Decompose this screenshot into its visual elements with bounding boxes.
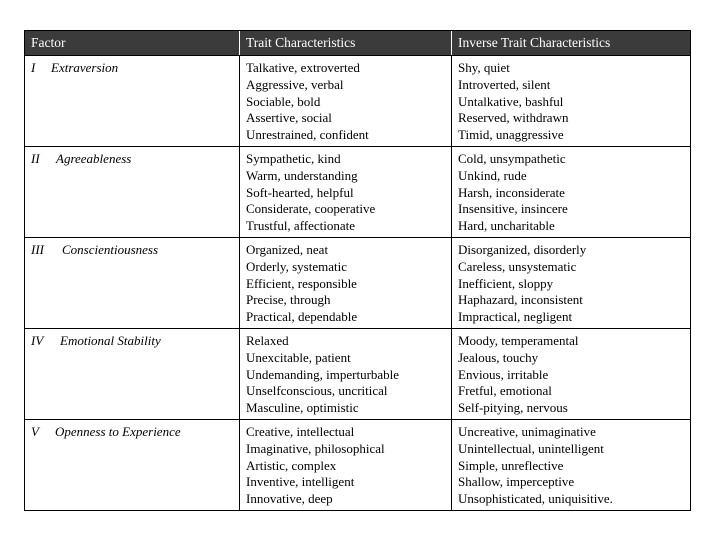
trait-line: Precise, through <box>246 292 331 308</box>
factor-cell <box>25 56 239 146</box>
inverse-trait-line: Reserved, withdrawn <box>458 110 569 126</box>
trait-line: Relaxed <box>246 333 289 348</box>
inverse-trait-line: Jealous, touchy <box>458 349 539 365</box>
trait-line: Warm, understanding <box>246 167 358 183</box>
inverse-traits-cell <box>451 329 690 419</box>
inverse-trait-line: Haphazard, inconsistent <box>458 292 583 308</box>
inverse-trait-line: Unsophisticated, uniquisitive. <box>458 491 613 507</box>
trait-line: Organized, neat <box>246 242 329 257</box>
inverse-trait-line: Inefficient, sloppy <box>458 275 554 291</box>
inverse-trait-line: Uncreative, unimaginative <box>458 424 596 439</box>
inverse-trait-line: Envious, irritable <box>458 366 549 382</box>
inverse-trait-line: Moody, temperamental <box>458 333 579 348</box>
header-factor: Factor <box>31 35 66 50</box>
table-header-row <box>25 31 690 55</box>
factor-numeral: I <box>31 60 36 75</box>
factor-name: Extraversion <box>51 60 119 75</box>
factor-name: Emotional Stability <box>60 333 161 348</box>
table-row-extraversion <box>25 55 690 146</box>
inverse-trait-line: Careless, unsystematic <box>458 258 577 274</box>
inverse-trait-line: Harsh, inconsiderate <box>458 184 565 200</box>
inverse-trait-line: Hard, uncharitable <box>458 218 555 234</box>
factor-cell <box>25 329 239 419</box>
inverse-trait-line: Unintellectual, unintelligent <box>458 440 604 456</box>
trait-line: Unrestrained, confident <box>246 127 369 143</box>
table-row-conscientiousness <box>25 237 690 328</box>
inverse-trait-line: Shy, quiet <box>458 60 510 75</box>
trait-line: Soft-hearted, helpful <box>246 184 354 200</box>
inverse-trait-line: Cold, unsympathetic <box>458 151 566 166</box>
trait-line: Sympathetic, kind <box>246 151 341 166</box>
traits-cell <box>239 56 451 146</box>
trait-line: Assertive, social <box>246 110 332 126</box>
factor-numeral: III <box>31 242 44 257</box>
trait-line: Innovative, deep <box>246 491 333 507</box>
inverse-trait-line: Introverted, silent <box>458 76 551 92</box>
traits-cell <box>239 147 451 237</box>
trait-line: Considerate, cooperative <box>246 201 376 217</box>
table-row-openness-to-experience <box>25 419 690 510</box>
inverse-traits-cell <box>451 420 690 510</box>
factor-name: Openness to Experience <box>55 424 181 439</box>
inverse-traits-cell <box>451 56 690 146</box>
factor-cell <box>25 420 239 510</box>
traits-cell <box>239 329 451 419</box>
trait-line: Creative, intellectual <box>246 424 355 439</box>
header-trait-characteristics: Trait Characteristics <box>239 31 451 55</box>
trait-line: Trustful, affectionate <box>246 218 356 234</box>
factor-cell <box>25 147 239 237</box>
trait-line: Unexcitable, patient <box>246 349 351 365</box>
inverse-trait-line: Timid, unaggressive <box>458 127 564 143</box>
trait-line: Aggressive, verbal <box>246 76 344 92</box>
trait-line: Undemanding, imperturbable <box>246 366 400 382</box>
trait-line: Inventive, intelligent <box>246 474 355 490</box>
factor-numeral: V <box>31 424 39 439</box>
trait-line: Artistic, complex <box>246 457 337 473</box>
inverse-trait-line: Impractical, negligent <box>458 309 573 325</box>
factor-name: Conscientiousness <box>62 242 159 257</box>
inverse-traits-cell <box>451 147 690 237</box>
traits-cell <box>239 238 451 328</box>
header-inverse-trait-characteristics: Inverse Trait Characteristics <box>451 31 690 55</box>
inverse-trait-line: Self-pitying, nervous <box>458 400 568 416</box>
factor-numeral: IV <box>31 333 44 348</box>
trait-line: Orderly, systematic <box>246 258 347 274</box>
trait-line: Imaginative, philosophical <box>246 440 385 456</box>
inverse-trait-line: Simple, unreflective <box>458 457 564 473</box>
table-row-emotional-stability <box>25 328 690 419</box>
table-row-agreeableness <box>25 146 690 237</box>
factor-name: Agreeableness <box>56 151 132 166</box>
inverse-trait-line: Shallow, imperceptive <box>458 474 575 490</box>
factor-numeral: II <box>31 151 40 166</box>
factor-cell <box>25 238 239 328</box>
personality-factor-table <box>24 30 691 511</box>
traits-cell <box>239 420 451 510</box>
inverse-trait-line: Untalkative, bashful <box>458 93 564 109</box>
inverse-trait-line: Insensitive, insincere <box>458 201 568 217</box>
trait-line: Sociable, bold <box>246 93 321 109</box>
inverse-trait-line: Disorganized, disorderly <box>458 242 587 257</box>
trait-line: Unselfconscious, uncritical <box>246 383 388 399</box>
inverse-trait-line: Fretful, emotional <box>458 383 552 399</box>
trait-line: Efficient, responsible <box>246 275 357 291</box>
inverse-traits-cell <box>451 238 690 328</box>
trait-line: Talkative, extroverted <box>246 60 360 75</box>
trait-line: Masculine, optimistic <box>246 400 359 416</box>
inverse-trait-line: Unkind, rude <box>458 167 527 183</box>
trait-line: Practical, dependable <box>246 309 358 325</box>
